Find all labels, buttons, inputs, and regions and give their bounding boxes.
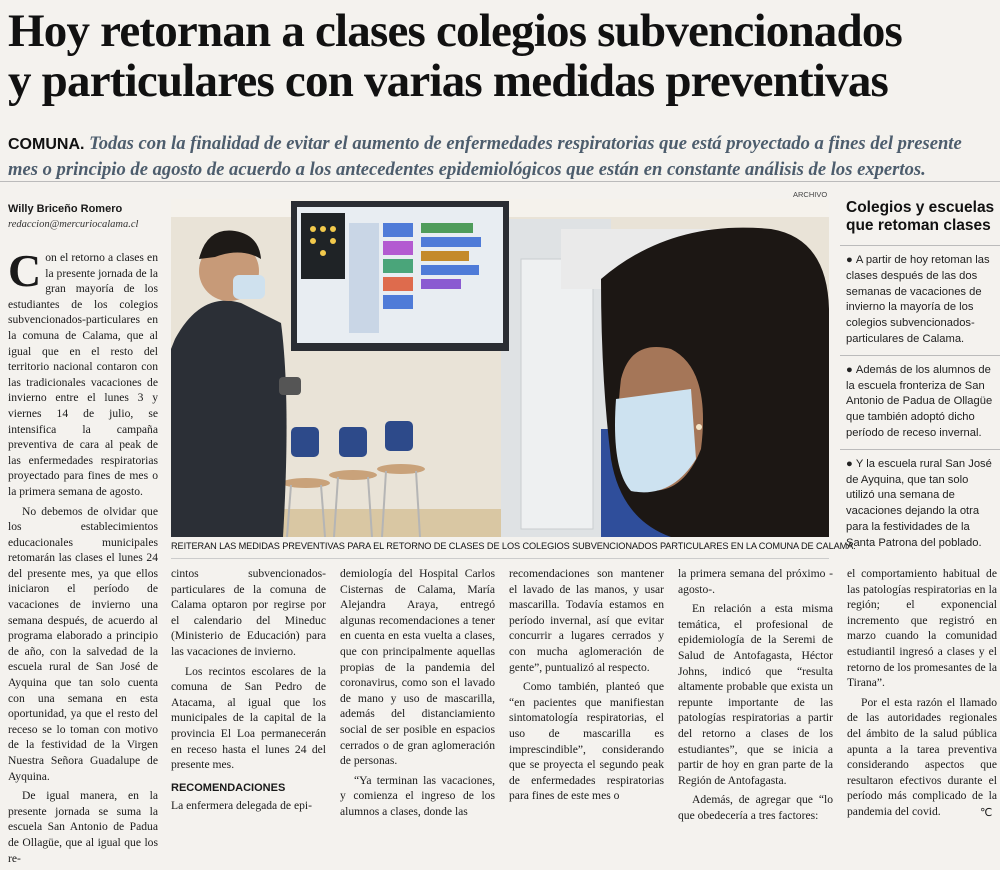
sidebar-title: Colegios y escuelas que retoman clases	[846, 199, 995, 234]
paragraph: el comportamiento habitual de las patologías respiratorias en la región; el exponencial incremento que registró en marzo cuando la comunidad estudiantil ingresó a clases y el retorno de los promesantes de la Tirana”.	[847, 567, 997, 690]
author-email: redaccion@mercuriocalama.cl	[8, 219, 139, 230]
article-column-4	[509, 566, 664, 808]
sidebar-item: ● Y la escuela rural San José de Ayquina, que tan solo utilizó una semana de vacaciones dejando la otra para la festividades de la Santa Patrona del poblado.	[840, 449, 1000, 559]
dropcap: C	[8, 245, 42, 296]
headline-line-2: y particulares con varias medidas preventivas	[8, 55, 889, 107]
paragraph: recomendaciones son mantener el lavado de las manos, y usar mascarilla. Todavía estamos en período invernal, así que evitar concurrir a lugares cerrados y con mucha aglomeración de gente”, puntualizó al respecto.	[509, 567, 664, 674]
paragraph: De igual manera, en la presente jornada se suma la escuela San Antonio de Padua de Ollagüe, que al igual que los re-	[8, 789, 158, 865]
paragraph: Los recintos escolares de la comuna de San Pedro de Atacama, al igual que los municipales de la capital de la provincia El Loa permanecerán en receso hasta el lunes 24 del presente mes.	[171, 664, 326, 772]
paragraph: No debemos de olvidar que los establecimientos educacionales municipales retomarán las clases el lunes 24 del presente mes, ya que ellos iniciaron el período de vacaciones de invierno una semana después, de acuerdo al programa elaborado a principio de año, con la salvedad de la escuela rural de San José de Ayquina que tan solo cuenta con una semana en esta oportunidad, ya que el resto del receso se lo toman con motivo de la festividad de la Virgen Nuestra Señora Guadalupe de Ayquina.	[8, 504, 158, 783]
classroom-photo-illustration	[171, 199, 829, 537]
deck-text: Todas con la finalidad de evitar el aumento de enfermedades respiratorias que está proyectado a fines del presente mes o principio de agosto de acuerdo a los antecedentes epidemiológicos que están en constante análisis de los expertos.	[8, 133, 962, 180]
section-subhead: RECOMENDACIONES	[171, 781, 286, 794]
photo-caption: REITERAN LAS MEDIDAS PREVENTIVAS PARA EL RETORNO DE CLASES DE LOS COLEGIOS SUBVENCIONADOS PARTICULARES EN LA COMUNA DE CALAMA.	[171, 541, 856, 551]
paragraph: Con el retorno a clases en la presente jornada de la gran mayoría de los estudiantes de los colegios subvencionados-particulares en la comuna de Calama, que al igual que en el resto del territorio nacional contaron con las tradicionales vacaciones de invierno entre el lunes 3 y viernes 14 de julio, se intensifica la campaña preventiva de cara al peak de las enfermedades respiratorias proyectado para fines de mes o la primera semana de agosto.	[8, 245, 158, 498]
article-column-2	[171, 566, 326, 818]
sidebar-item: ● Además de los alumnos de la escuela fronteriza de San Antonio de Padua de Ollagüe que también adoptó dicho período de receso invernal.	[840, 355, 1000, 449]
sidebar-item: ● A partir de hoy retoman las clases después de las dos semanas de vacaciones de invierno la mayoría de los colegios subvencionados-particulares de Calama.	[840, 245, 1000, 355]
paragraph: En relación a esta misma temática, el profesional de epidemiología de la Seremi de Salud de Antofagasta, Héctor Johns, indicó que “resulta altamente probable que exista un repunte importante de las patologías respiratorias a partir del retorno a clases de los estudiantes”, que se inicia a partir de hoy en gran parte de la Región de Antofagasta.	[678, 602, 833, 787]
headline-line-1: Hoy retornan a clases colegios subvencionados	[8, 5, 903, 57]
headline	[8, 6, 998, 106]
paragraph: La enfermera delegada de epi-	[171, 799, 312, 813]
author-name: Willy Briceño Romero	[8, 203, 123, 215]
article-column-1	[8, 245, 158, 870]
section-rule	[171, 558, 829, 559]
paragraph: la primera semana del próximo -agosto-.	[678, 567, 833, 596]
photo-credit: ARCHIVO	[793, 190, 828, 199]
news-photo	[171, 199, 829, 537]
paragraph: Además, de agregar que “lo que obedecería a tres factores:	[678, 793, 833, 822]
article-column-6	[847, 566, 997, 824]
paragraph: Como también, planteó que “en pacientes que manifiestan sintomatología respiratorias, el uso de mascarilla es imprescindible”, considerando que se proyecta el segundo peak de enfermedades respiratorias para fines de este mes o	[509, 680, 664, 803]
paragraph: Por el esta razón el llamado de las autoridades regionales del ámbito de la salud pública apunta a la tarea preventiva considerando aspectos que resultaron efectivos durante el período más complicado de la pandemia del covid.	[847, 695, 997, 818]
byline	[8, 203, 166, 230]
deck	[8, 131, 993, 182]
paragraph: cintos subvencionados-particulares de la comuna de Calama optaron por regirse por el calendario del Mineduc (Ministerio de Educación) para las vacaciones de invierno.	[171, 567, 326, 658]
end-mark: ℃	[980, 806, 993, 819]
deck-tag: COMUNA.	[8, 136, 85, 153]
paragraph: demiología del Hospital Carlos Cisternas de Calama, María Alejandra Araya, entregó algunas recomendaciones a tener en cuenta en esta vuelta a clases, que con principalmente aquellas propias de la pandemia del coronavirus, como son el lavado de mano y uso de mascarilla, además del distanciamiento social de ser posible en espacios cerrados o de gran aglomeración de personas.	[340, 567, 495, 768]
sidebar-box	[840, 199, 1000, 559]
article-column-3	[340, 566, 495, 824]
article-column-5	[678, 566, 833, 828]
paragraph: “Ya terminan las vacaciones, y comienza el ingreso de los alumnos a clases, donde las	[340, 773, 495, 818]
top-rule	[0, 181, 1000, 182]
